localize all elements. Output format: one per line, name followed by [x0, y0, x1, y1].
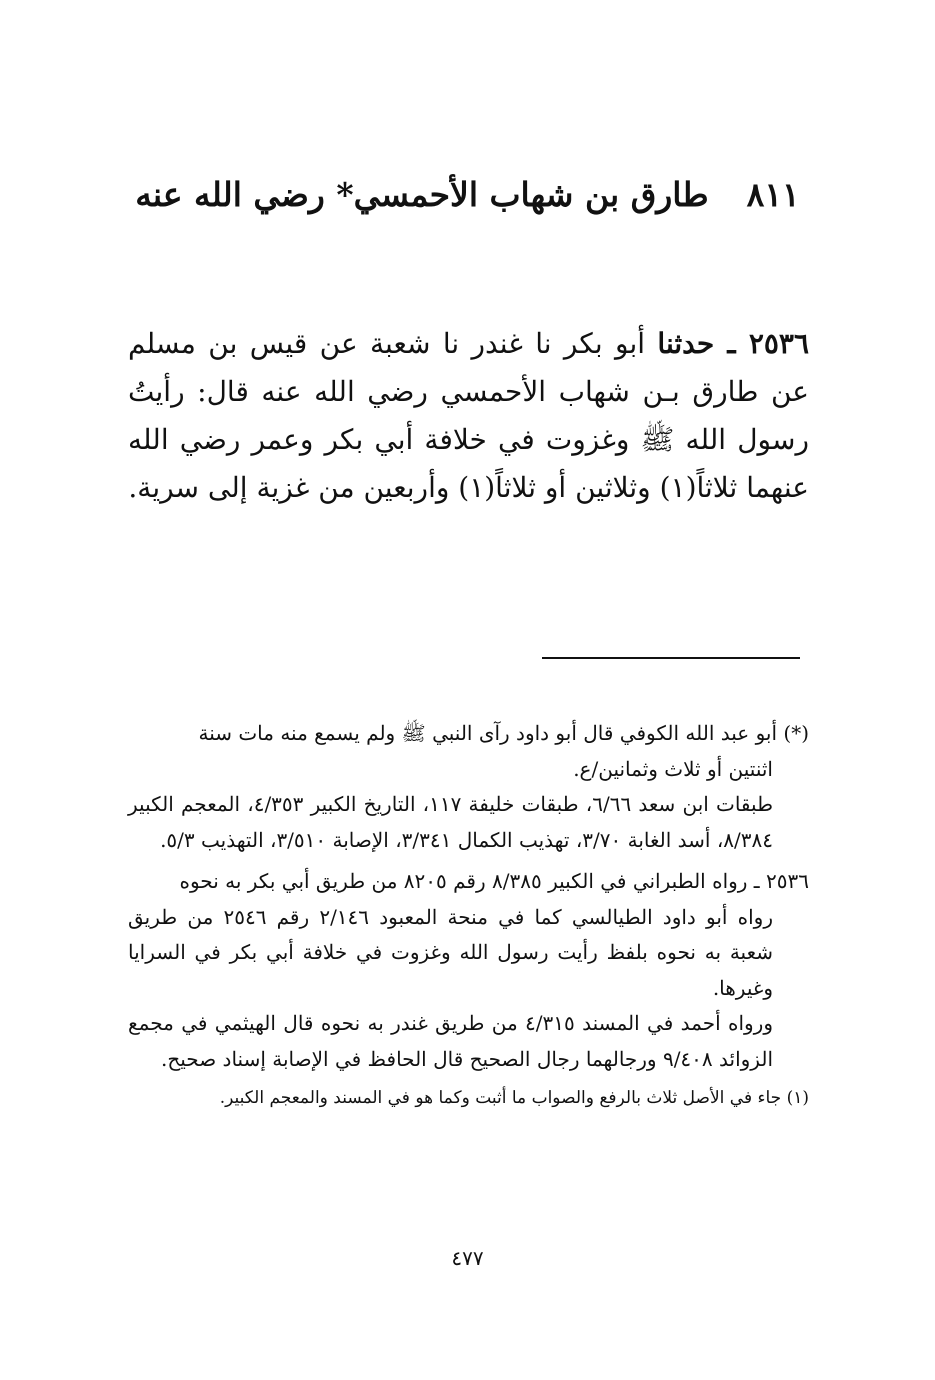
footnote-biography [128, 716, 809, 858]
footnote-hadith-ahmad: ورواه أحمد في المسند ٤/٣١٥ من طريق غندر به نحوه قال الهيثمي في مجمع الزوائد ٩/٤٠٨ ورجالهما رجال الصحيح قال الحافظ في الإصابة إسناد صحيح. [128, 1011, 773, 1071]
footnote-star-sources: طبقات ابن سعد ٦/٦٦، طبقات خليفة ١١٧، التاريخ الكبير ٤/٣٥٣، المعجم الكبير ٨/٣٨٤، أسد الغابة ٣/٧٠، تهذيب الكمال ٣/٣٤١، الإصابة ٣/٥١٠، التهذيب ٥/٣. [128, 792, 773, 852]
entry-heading [120, 165, 815, 225]
footnote-hadith-tayalisi: رواه أبو داود الطيالسي كما في منحة المعبود ٢/١٤٦ رقم ٢٥٤٦ من طريق شعبة به نحوه بلفظ رأيت رسول الله وغزوت في خلافة أبي بكر في السرايا وغيرها. [128, 904, 773, 1000]
footnotes [128, 716, 809, 1113]
hadith-text [128, 320, 809, 512]
footnote-hadith [128, 864, 809, 1077]
footnote-star-line2: اثنتين أو ثلاث وثمانين/ع. [573, 756, 773, 781]
hadith-lead: ٢٥٣٦ ـ حدثنا [657, 327, 809, 360]
entry-number: ٨١١ [746, 175, 800, 214]
footnote-divider [542, 657, 800, 659]
footnote-one: (١) جاء في الأصل ثلاث بالرفع والصواب ما أثبت وكما هو في المسند والمعجم الكبير. [219, 1088, 809, 1108]
hadith-body: أبو بكر نا غندر نا شعبة عن قيس بن مسلم عن طارق بـن شهاب الأحمسي رضي الله عنه قال: رأيتُ رسول الله ﷺ وغزوت في خلافة أبي بكر وعمر رضي الله عنهما ثلاثاً(١) وثلاثين أو ثلاثاً(١) وأربعين من غزية إلى سرية. [128, 327, 809, 504]
footnote-hadith-line1: ٢٥٣٦ ـ رواه الطبراني في الكبير ٨/٣٨٥ رقم ٨٢٠٥ من طريق أبي بكر به نحوه [179, 869, 809, 893]
footnote-star-line1: (*) أبو عبد الله الكوفي قال أبو داود رآى النبي ﷺ ولم يسمع منه مات سنة [198, 721, 809, 745]
page-number: ٤٧٧ [451, 1246, 484, 1270]
entry-title: طارق بن شهاب الأحمسي* رضي الله عنه [135, 175, 709, 214]
